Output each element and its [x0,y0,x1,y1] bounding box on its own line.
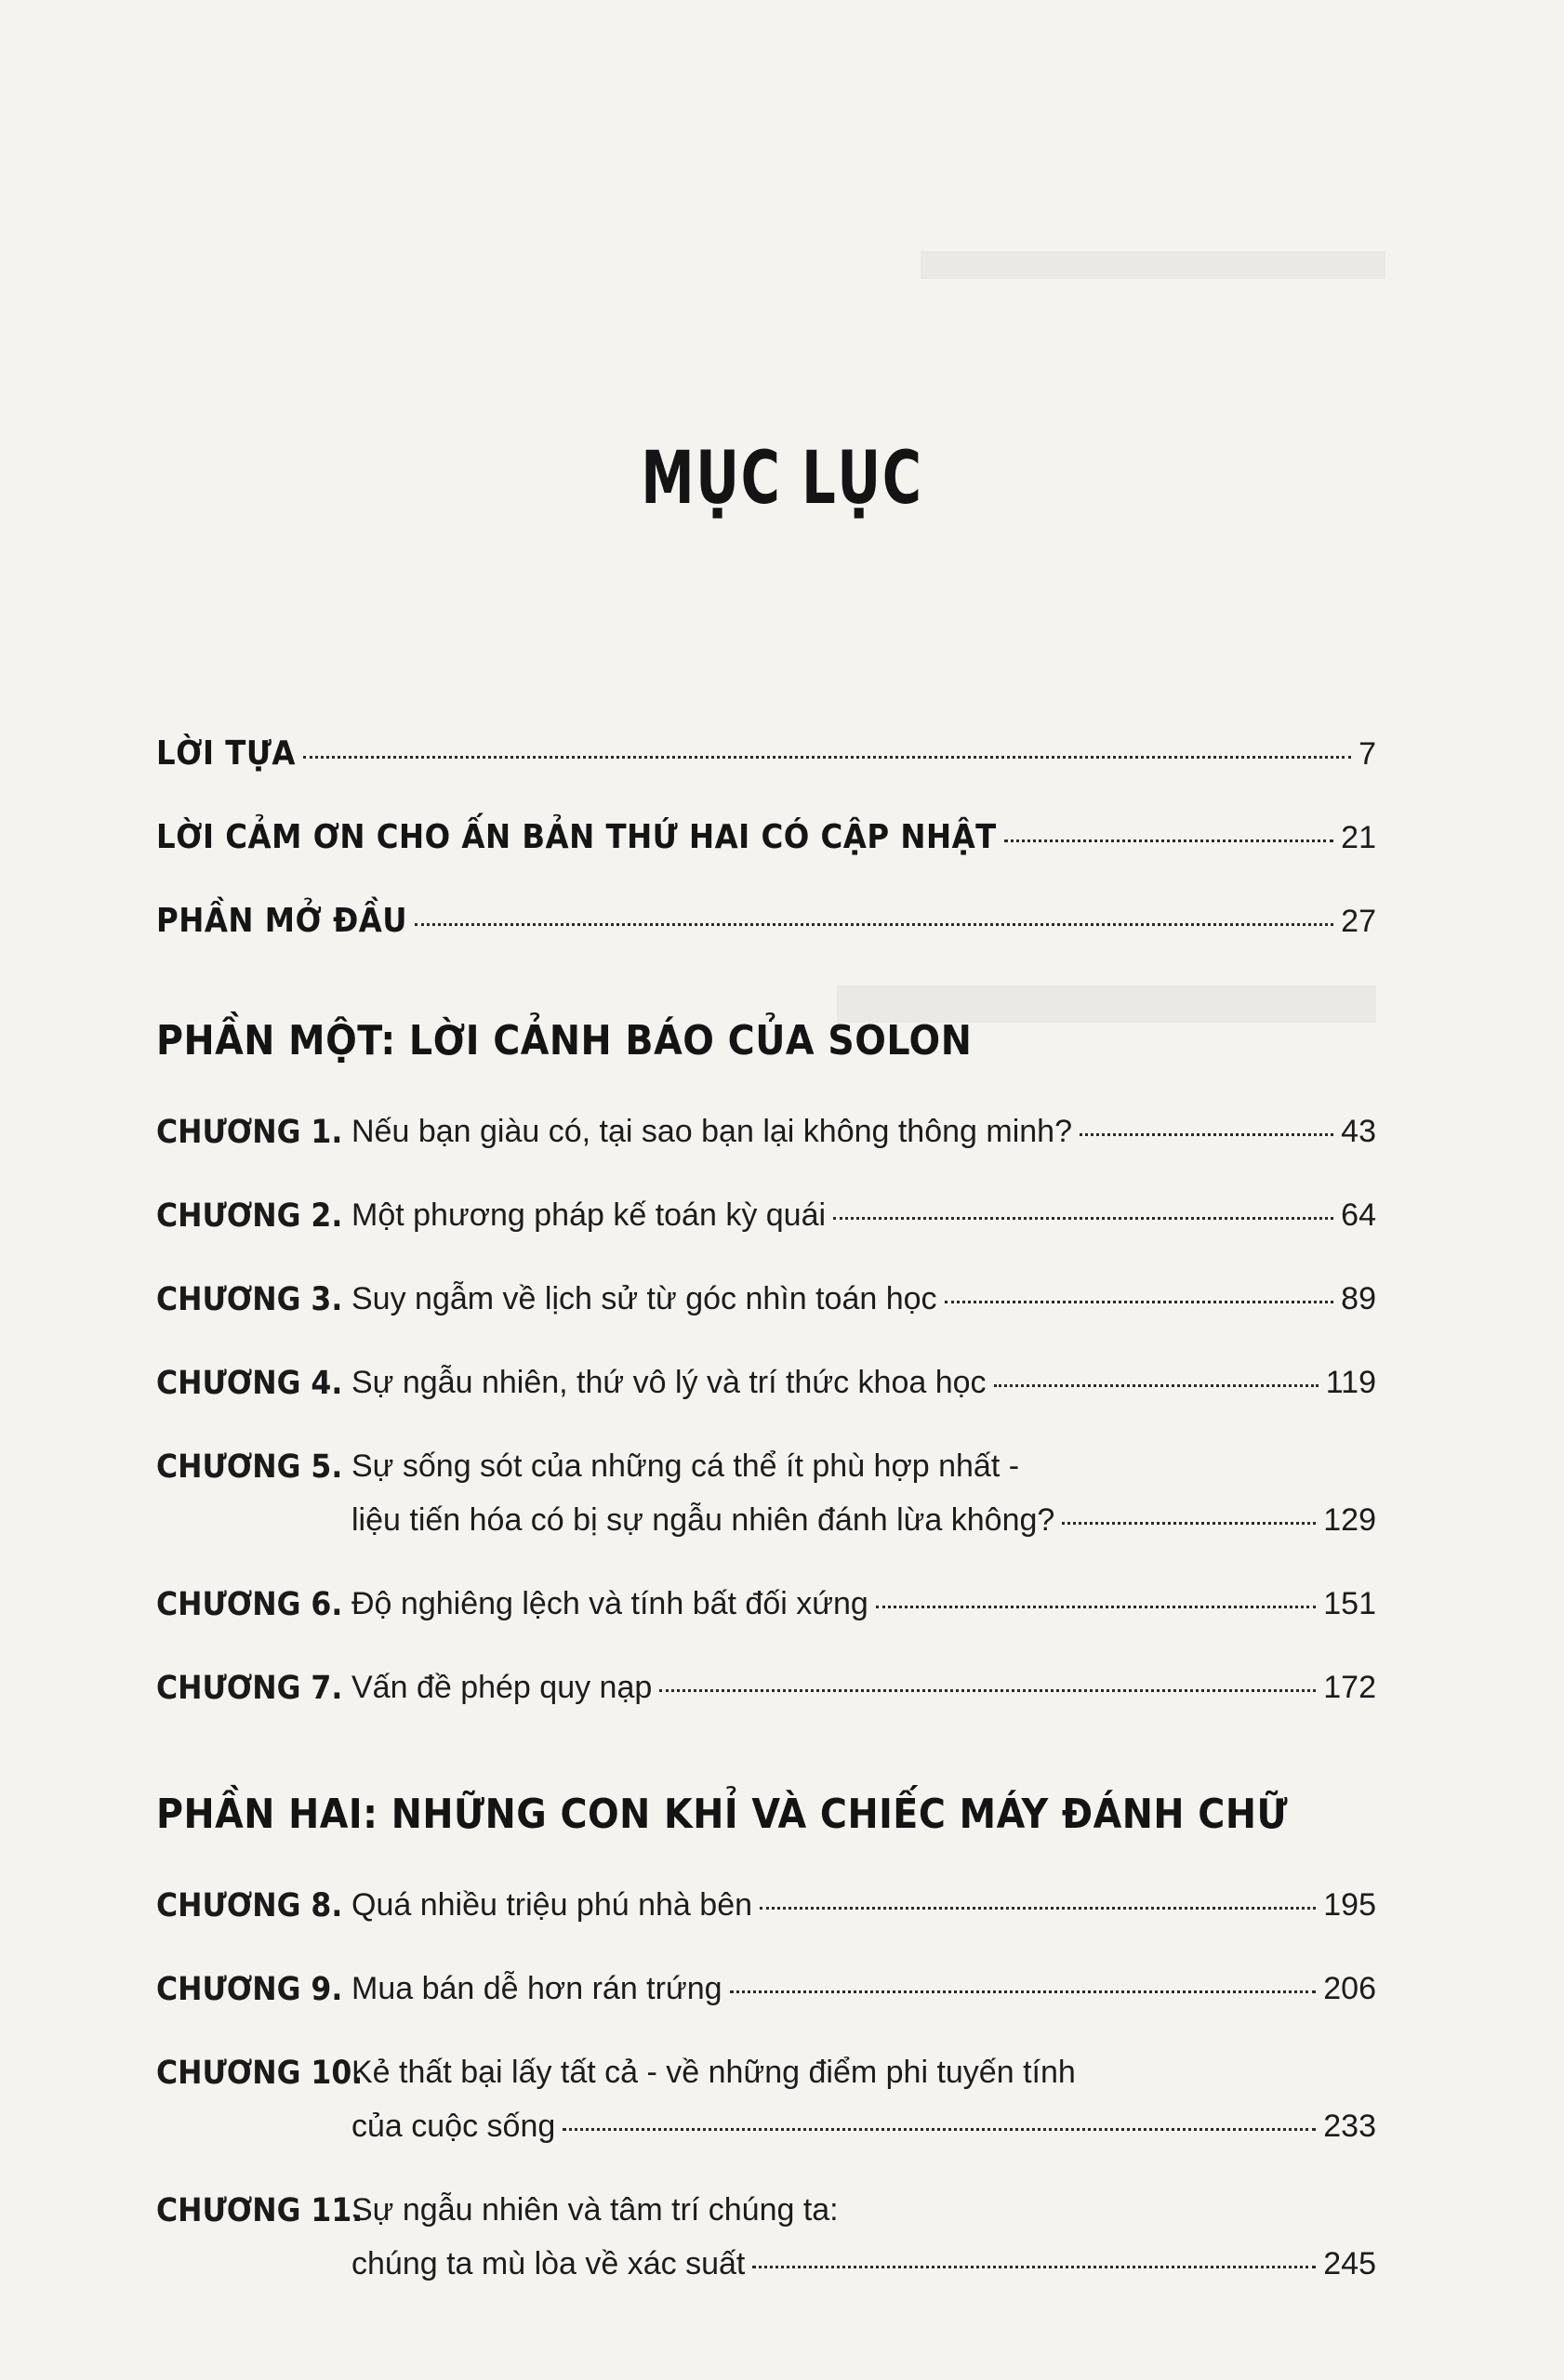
chapter-page: 195 [1323,1887,1376,1923]
chapter-label: CHƯƠNG 8. [156,1887,343,1924]
chapter-title: Mua bán dễ hơn rán trứng [351,1971,722,2006]
chapter-title: Nếu bạn giàu có, tại sao bạn lại không thông minh? [351,1114,1072,1149]
leader-dots [945,1301,1334,1303]
chapter-page: 206 [1323,1971,1376,2006]
entry-label: LỜI TỰA [156,734,296,773]
chapter-title-line-2: chúng ta mù lòa về xác suất [351,2246,746,2281]
chapter-label: CHƯƠNG 6. [156,1586,343,1623]
chapter-title: Một phương pháp kế toán kỳ quái [351,1197,827,1233]
chapter-title-line-2: của cuộc sống [351,2109,556,2144]
leader-dots [994,1384,1319,1387]
chapter-page: 172 [1323,1670,1376,1705]
chapter-title: Sự ngẫu nhiên, thứ vô lý và trí thức khoa học [351,1365,987,1400]
leader-dots [303,756,1351,759]
leader-dots [1080,1133,1333,1136]
chapter-title-line-1: Kẻ thất bại lấy tất cả - về những điểm phi tuyến tính [351,2055,1076,2090]
chapter-page: 64 [1341,1197,1376,1233]
entry-page: 21 [1341,820,1376,855]
chapter-label: CHƯƠNG 11. [156,2192,364,2229]
chapter-title-line-1: Sự ngẫu nhiên và tâm trí chúng ta: [351,2192,839,2228]
entry-page: 7 [1359,736,1376,772]
chapter-title: Quá nhiều triệu phú nhà bên [351,1887,753,1923]
chapter-page: 119 [1325,1365,1376,1400]
chapter-label: CHƯƠNG 7. [156,1670,343,1707]
chapter-page: 151 [1323,1586,1376,1621]
chapter-page: 129 [1323,1502,1376,1538]
chapter-label: CHƯƠNG 1. [156,1114,343,1151]
leader-dots [1004,840,1333,842]
chapter-page: 89 [1341,1281,1376,1316]
entry-label: PHẦN MỞ ĐẦU [156,902,408,940]
chapter-label: CHƯƠNG 2. [156,1197,343,1235]
toc-entry-prologue[interactable] [156,902,1376,940]
chapter-title: Vấn đề phép quy nạp [351,1670,653,1705]
page-title: MỤC LỤC [641,437,923,521]
leader-dots [760,1907,1316,1910]
leader-dots [659,1689,1316,1692]
chapter-title-line-2: liệu tiến hóa có bị sự ngẫu nhiên đánh lừa không? [351,1502,1055,1538]
chapter-label: CHƯƠNG 9. [156,1971,343,2008]
toc-entry-preface[interactable] [156,734,1376,773]
part-two-heading: PHẦN HAI: NHỮNG CON KHỈ VÀ CHIẾC MÁY ĐÁNH CHỮ [156,1791,1289,1838]
leader-dots [876,1606,1316,1608]
chapter-label: CHƯƠNG 3. [156,1281,343,1318]
chapter-label: CHƯƠNG 4. [156,1365,343,1402]
leader-dots [833,1217,1333,1220]
leader-dots [1062,1522,1316,1525]
entry-label: LỜI CẢM ƠN CHO ẤN BẢN THỨ HAI CÓ CẬP NHẬT [156,818,997,856]
entry-page: 27 [1341,904,1376,939]
part-one-heading: PHẦN MỘT: LỜI CẢNH BÁO CỦA SOLON [156,1017,973,1064]
chapter-label: CHƯƠNG 5. [156,1448,343,1486]
bleed-through-mark [921,251,1385,279]
leader-dots [730,1990,1317,1993]
chapter-page: 245 [1323,2246,1376,2281]
chapter-title: Suy ngẫm về lịch sử từ góc nhìn toán học [351,1281,937,1316]
chapter-title: Độ nghiêng lệch và tính bất đối xứng [351,1586,868,1621]
leader-dots [563,2128,1316,2131]
toc-entry-acknowledgements[interactable] [156,818,1376,856]
chapter-label: CHƯƠNG 10. [156,2055,364,2092]
leader-dots [415,923,1333,926]
chapter-title-line-1: Sự sống sót của những cá thể ít phù hợp nhất - [351,1448,1020,1484]
chapter-page: 233 [1323,2109,1376,2144]
chapter-page: 43 [1341,1114,1376,1149]
leader-dots [752,2266,1316,2268]
